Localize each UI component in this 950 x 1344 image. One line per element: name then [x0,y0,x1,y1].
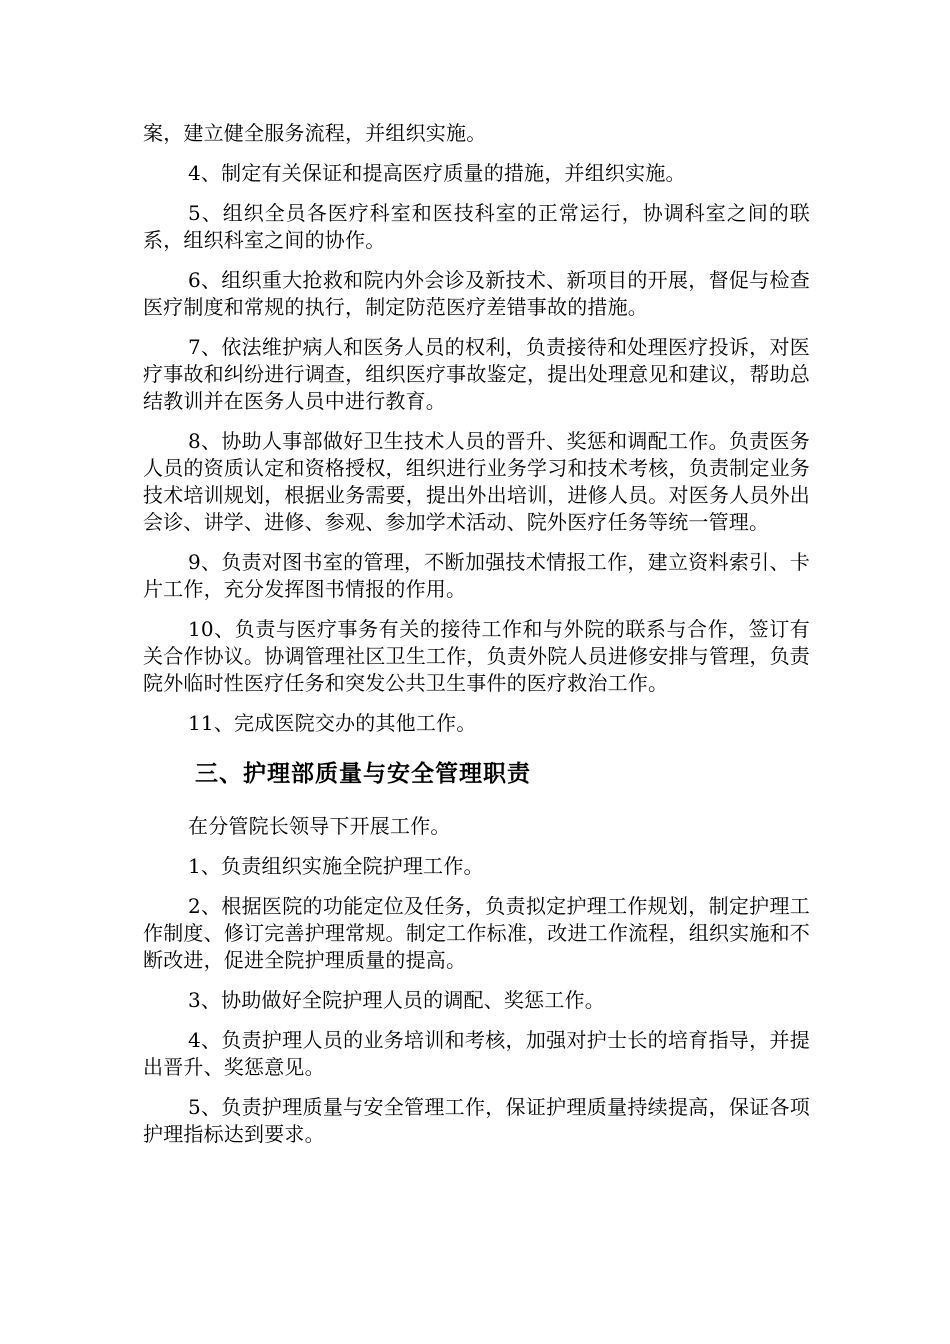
document-body [143,120,810,1161]
paragraph-item-11: 11、完成医院交办的其他工作。 [188,711,477,735]
paragraph-continuation: 案，建立健全服务流程，并组织实施。 [143,121,487,145]
paragraph-nursing-item-1: 1、负责组织实施全院护理工作。 [188,854,484,878]
paragraph-item-7: 7、依法维护病人和医务人员的权利，负责接待和处理医疗投诉，对医疗事故和纠纷进行调查，组织医疗事故鉴定，提出处理意见和建议，帮助总结教训并在医务人员中进行教育。 [143,335,810,413]
paragraph-item-4: 4、制定有关保证和提高医疗质量的措施，并组织实施。 [188,161,686,185]
paragraph-intro: 在分管院长领导下开展工作。 [188,814,451,838]
paragraph-nursing-item-4: 4、负责护理人员的业务培训和考核，加强对护士长的培育指导，并提出晋升、奖惩意见。 [143,1028,810,1079]
paragraph-item-6: 6、组织重大抢救和院内外会诊及新技术、新项目的开展，督促与检查医疗制度和常规的执行，制定防范医疗差错事故的措施。 [143,268,810,319]
paragraph-item-9: 9、负责对图书室的管理，不断加强技术情报工作，建立资料索引、卡片工作，充分发挥图书情报的作用。 [143,550,810,601]
paragraph-item-8: 8、协助人事部做好卫生技术人员的晋升、奖惩和调配工作。负责医务人员的资质认定和资格授权，组织进行业务学习和技术考核，负责制定业务技术培训规划，根据业务需要，提出外出培训，进修人员。对医务人员外出会诊、讲学、进修、参观、参加学术活动、院外医疗任务等统一管理。 [143,429,810,534]
section-heading: 三、护理部质量与安全管理职责 [195,761,531,787]
paragraph-item-10: 10、负责与医疗事务有关的接待工作和与外院的联系与合作，签订有关合作协议。协调管理社区卫生工作，负责外院人员进修安排与管理，负责院外临时性医疗任务和突发公共卫生事件的医疗救治工作。 [143,617,810,695]
paragraph-item-5: 5、组织全员各医疗科室和医技科室的正常运行，协调科室之间的联系，组织科室之间的协作。 [143,201,810,252]
paragraph-nursing-item-2: 2、根据医院的功能定位及任务，负责拟定护理工作规划，制定护理工作制度、修订完善护理常规。制定工作标准，改进工作流程，组织实施和不断改进，促进全院护理质量的提高。 [143,894,810,972]
paragraph-nursing-item-3: 3、协助做好全院护理人员的调配、奖惩工作。 [188,988,605,1012]
paragraph-nursing-item-5: 5、负责护理质量与安全管理工作，保证护理质量持续提高，保证各项护理指标达到要求。 [143,1095,810,1146]
